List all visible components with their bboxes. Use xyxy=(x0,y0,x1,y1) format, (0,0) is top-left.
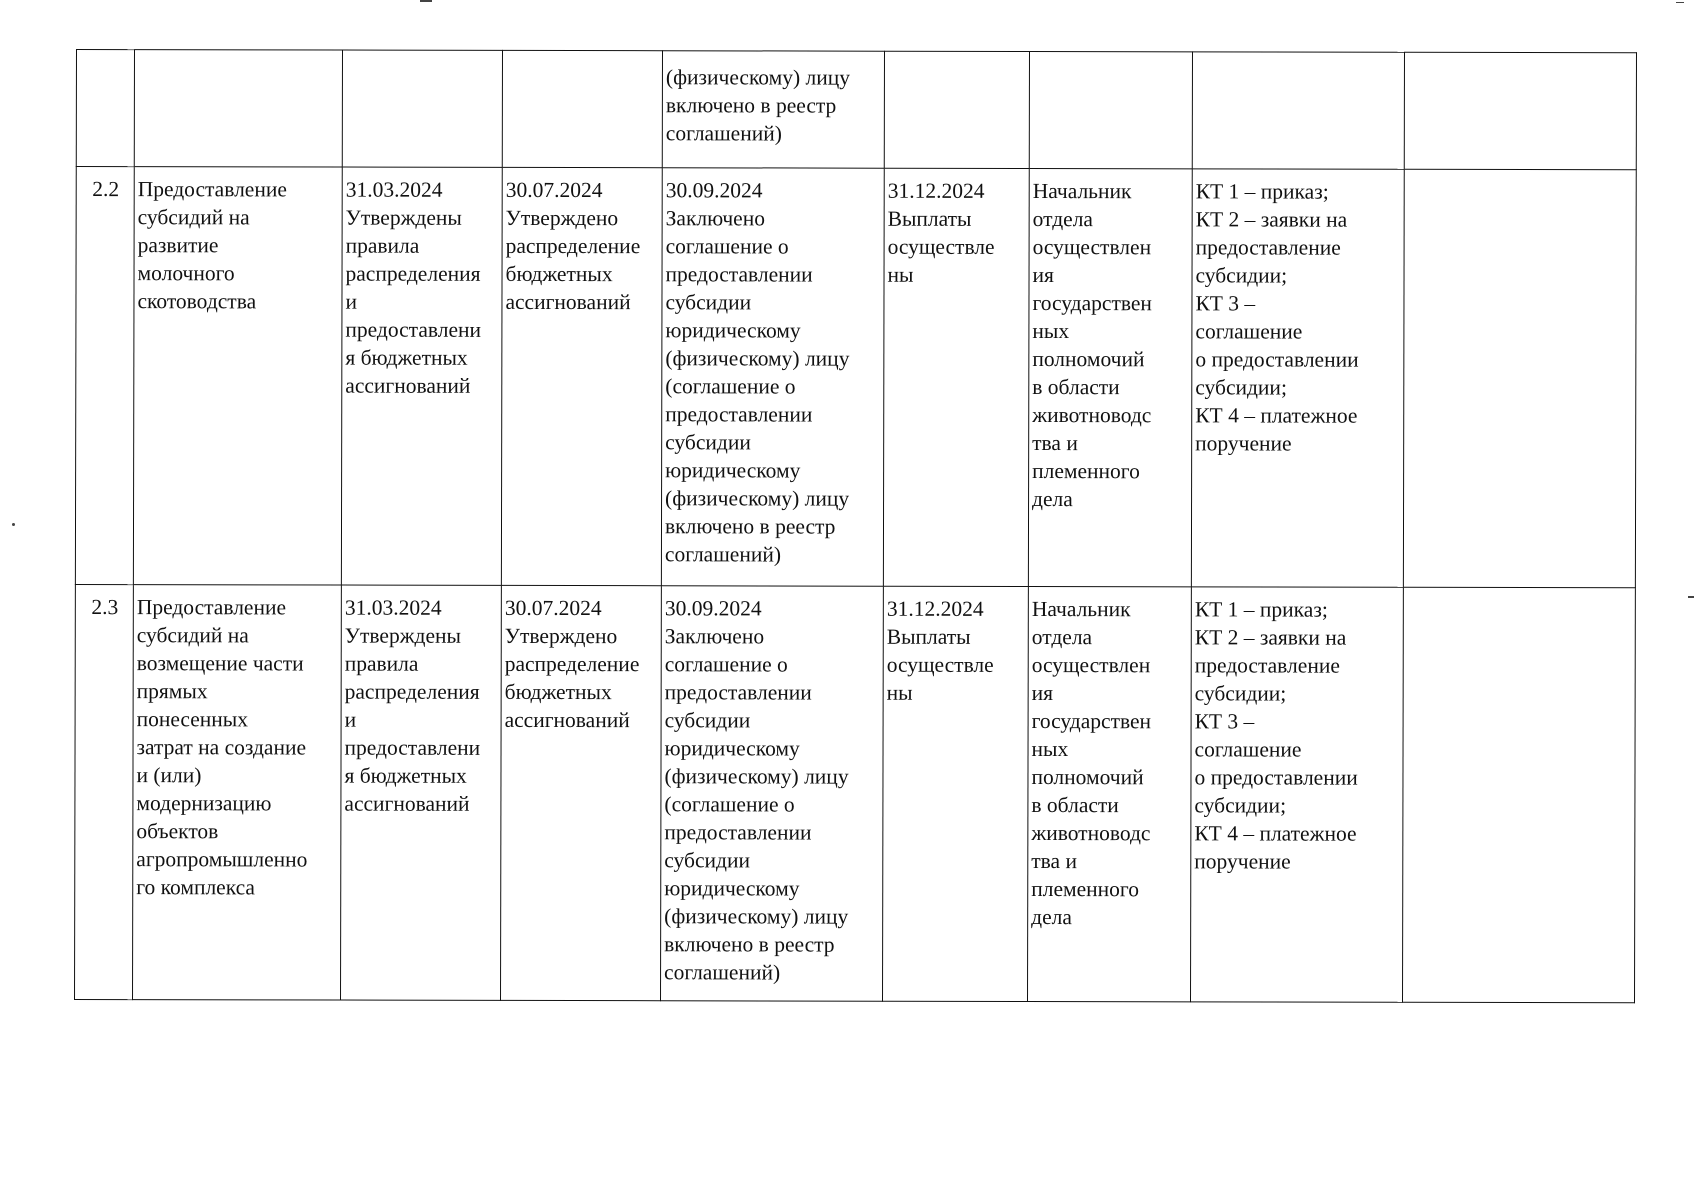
cell-line: в области xyxy=(1032,375,1120,400)
cell-line: соглашение xyxy=(1194,737,1302,762)
cell-line: Утверждены xyxy=(344,623,462,648)
kt3-cell xyxy=(661,168,884,586)
cell-line: распределения xyxy=(344,679,480,704)
cell-line: 31.03.2024 xyxy=(345,177,443,202)
cell-line: понесенных xyxy=(136,707,249,732)
cell-line: распределения xyxy=(345,261,481,286)
cell-line: соглашение xyxy=(1195,319,1303,344)
cell-line: субсидии; xyxy=(1194,681,1287,706)
responsible-cell xyxy=(1028,168,1192,586)
cell-line: (физическому) лицу xyxy=(665,65,851,90)
cell-line: 30.07.2024 xyxy=(504,595,602,621)
cell-line: субсидии; xyxy=(1194,793,1287,818)
cell-line: юридическому xyxy=(664,736,800,761)
cell-line: КТ 1 – приказ; xyxy=(1195,179,1329,204)
cell-line: субсидии; xyxy=(1195,375,1287,400)
cell-line: Начальник xyxy=(1032,179,1132,204)
control-points-table xyxy=(74,49,1637,1003)
cell-line: (соглашение о xyxy=(665,374,796,399)
cell-line: и (или) xyxy=(136,763,202,788)
cell-line: 31.12.2024 xyxy=(887,178,985,203)
cell-line: субсидии xyxy=(664,708,751,733)
kt3-cell xyxy=(661,586,884,1001)
row-number-cell xyxy=(76,50,134,167)
table-row xyxy=(76,50,1636,170)
cell-line: соглашение о xyxy=(665,234,789,259)
cell-line: государствен xyxy=(1031,709,1152,734)
cell-line: осуществле xyxy=(886,652,994,677)
cell-line: соглашений) xyxy=(664,542,782,567)
cell-line: КТ 1 – приказ; xyxy=(1194,597,1328,622)
cell-line: субсидий на xyxy=(136,623,249,648)
cell-line: 31.12.2024 xyxy=(886,596,984,621)
cell-line: КТ 2 – заявки на xyxy=(1195,207,1348,232)
scan-dot xyxy=(12,523,15,526)
empty-cell xyxy=(1403,587,1636,1002)
row-number: 2.3 xyxy=(91,595,119,620)
event-name-cell xyxy=(134,50,342,167)
scan-mark xyxy=(1676,2,1684,3)
cell-line: Заключено xyxy=(664,624,765,649)
cell-line: КТ 4 – платежное xyxy=(1195,403,1358,428)
cell-line: тва и xyxy=(1031,849,1078,874)
empty-cell xyxy=(1404,52,1636,169)
cell-line: КТ 4 – платежное xyxy=(1194,821,1357,846)
cell-line: 31.03.2024 xyxy=(344,595,442,620)
row-number: 2.2 xyxy=(92,177,120,202)
table-row xyxy=(75,584,1636,1002)
cell-line: ия xyxy=(1031,681,1054,706)
cell-line: осуществле xyxy=(887,234,995,259)
kt3-cell xyxy=(662,51,884,168)
cell-line: предоставлении xyxy=(665,402,813,427)
cell-line: субсидий на xyxy=(137,205,250,230)
cell-line: КТ 3 – xyxy=(1195,291,1256,316)
kt4-cell xyxy=(883,586,1029,1001)
cell-line: 30.09.2024 xyxy=(664,596,762,621)
cell-line: ассигнований xyxy=(345,373,471,398)
cell-line: включено в реестр xyxy=(665,93,837,118)
kt2-cell xyxy=(501,167,662,585)
cell-line: предоставлении xyxy=(665,262,813,287)
kt1-cell xyxy=(341,585,502,1000)
cell-line: включено в реестр xyxy=(664,932,835,957)
kt1-cell xyxy=(341,167,502,585)
cell-line: ассигнований xyxy=(344,791,470,816)
cell-line: юридическому xyxy=(665,458,801,483)
kt4-cell xyxy=(883,168,1029,586)
kt1-cell xyxy=(342,50,502,167)
cell-line: агропромышленно xyxy=(136,847,308,872)
cell-line: предоставление xyxy=(1195,235,1341,260)
cell-line: Выплаты xyxy=(886,624,971,649)
cell-line: 30.09.2024 xyxy=(665,178,763,203)
responsible-cell xyxy=(1029,51,1192,168)
cell-line: дела xyxy=(1032,487,1073,512)
cell-line: осуществлен xyxy=(1031,653,1151,678)
cell-line: возмещение части xyxy=(136,651,304,676)
kt2-cell xyxy=(501,585,662,1000)
empty-cell xyxy=(1403,169,1636,587)
cell-line: предоставление xyxy=(1194,653,1340,678)
cell-line: юридическому xyxy=(664,876,800,901)
cell-line: племенного xyxy=(1032,459,1140,484)
cell-line: субсидии xyxy=(665,290,752,315)
cell-line: субсидии xyxy=(665,430,751,455)
cell-line: я бюджетных xyxy=(345,345,468,370)
cell-line: ассигнований xyxy=(504,707,630,733)
cell-line: поручение xyxy=(1195,431,1292,456)
cell-line: и xyxy=(344,707,357,732)
cell-line: Утверждено xyxy=(504,623,618,649)
cell-line: животноводс xyxy=(1031,821,1151,846)
cell-line: я бюджетных xyxy=(344,763,467,788)
cell-line: племенного xyxy=(1031,877,1140,902)
cell-line: в области xyxy=(1031,793,1119,818)
cell-line: ны xyxy=(887,262,914,287)
cell-line: отдела xyxy=(1032,207,1094,232)
table-row xyxy=(75,167,1636,588)
cell-line: соглашение о xyxy=(664,652,788,677)
cell-line: (физическому) лицу xyxy=(664,764,849,789)
cell-line: затрат на создание xyxy=(136,735,307,760)
cell-line: (соглашение о xyxy=(664,792,795,817)
cell-line: субсидии; xyxy=(1195,263,1288,288)
event-name-cell xyxy=(133,167,342,585)
responsible-cell xyxy=(1028,586,1192,1001)
documents-cell xyxy=(1191,169,1404,587)
row-number-cell xyxy=(75,584,134,999)
cell-line: Начальник xyxy=(1031,597,1131,622)
cell-line: КТ 2 – заявки на xyxy=(1194,625,1347,650)
cell-line: распределение xyxy=(505,233,641,259)
cell-line: Утверждено xyxy=(505,205,619,231)
cell-line: предоставлении xyxy=(664,680,812,705)
cell-line: поручение xyxy=(1194,849,1291,874)
cell-line: субсидии xyxy=(664,848,750,873)
cell-line: юридическому xyxy=(665,318,801,343)
cell-line: Утверждены xyxy=(345,205,462,230)
cell-line: (физическому) лицу xyxy=(665,486,850,511)
cell-line: распределение xyxy=(504,651,640,677)
cell-line: молочного xyxy=(137,261,235,286)
cell-line: о предоставлении xyxy=(1195,347,1359,372)
cell-line: о предоставлении xyxy=(1194,765,1358,790)
cell-line: бюджетных xyxy=(505,261,613,287)
cell-line: 30.07.2024 xyxy=(505,177,603,203)
documents-cell xyxy=(1192,52,1404,169)
cell-line: полномочий xyxy=(1031,765,1144,790)
cell-line: соглашений) xyxy=(664,960,781,985)
cell-line: соглашений) xyxy=(665,121,782,146)
cell-line: ных xyxy=(1031,737,1069,762)
cell-line: правила xyxy=(344,651,419,676)
cell-line: и xyxy=(345,289,358,314)
cell-line: государствен xyxy=(1032,291,1152,316)
cell-line: осуществлен xyxy=(1032,235,1152,260)
cell-line: скотоводства xyxy=(137,289,257,314)
cell-line: прямых xyxy=(136,679,208,704)
cell-line: Заключено xyxy=(665,206,766,231)
cell-line: модернизацию xyxy=(136,791,272,816)
scan-mark xyxy=(1688,596,1694,598)
row-number-cell xyxy=(75,167,134,585)
documents-cell xyxy=(1191,587,1404,1002)
cell-line: предоставлении xyxy=(664,820,812,845)
cell-line: го комплекса xyxy=(136,875,256,900)
cell-line: объектов xyxy=(136,819,219,844)
kt2-cell xyxy=(502,50,662,167)
cell-line: предоставлени xyxy=(344,735,481,760)
cell-line: (физическому) лицу xyxy=(664,904,849,929)
cell-line: (физическому) лицу xyxy=(665,346,850,371)
cell-line: отдела xyxy=(1031,625,1093,650)
cell-line: ны xyxy=(886,680,913,705)
cell-line: полномочий xyxy=(1032,347,1145,372)
cell-line: правила xyxy=(345,233,420,258)
cell-line: Выплаты xyxy=(887,206,972,231)
scan-mark xyxy=(420,0,432,2)
cell-line: дела xyxy=(1031,905,1072,930)
cell-line: ных xyxy=(1032,319,1070,344)
cell-line: предоставлени xyxy=(345,317,482,342)
cell-line: КТ 3 – xyxy=(1194,709,1255,734)
cell-line: бюджетных xyxy=(504,679,612,705)
kt4-cell xyxy=(884,51,1029,168)
cell-line: Предоставление xyxy=(137,177,287,202)
cell-line: ассигнований xyxy=(505,289,631,315)
cell-line: Предоставление xyxy=(136,595,287,620)
cell-line: животноводс xyxy=(1032,403,1152,428)
cell-line: развитие xyxy=(137,233,219,258)
cell-line: ия xyxy=(1032,263,1054,288)
event-name-cell xyxy=(133,585,342,1000)
cell-line: включено в реестр xyxy=(664,514,836,539)
cell-line: тва и xyxy=(1032,431,1078,456)
